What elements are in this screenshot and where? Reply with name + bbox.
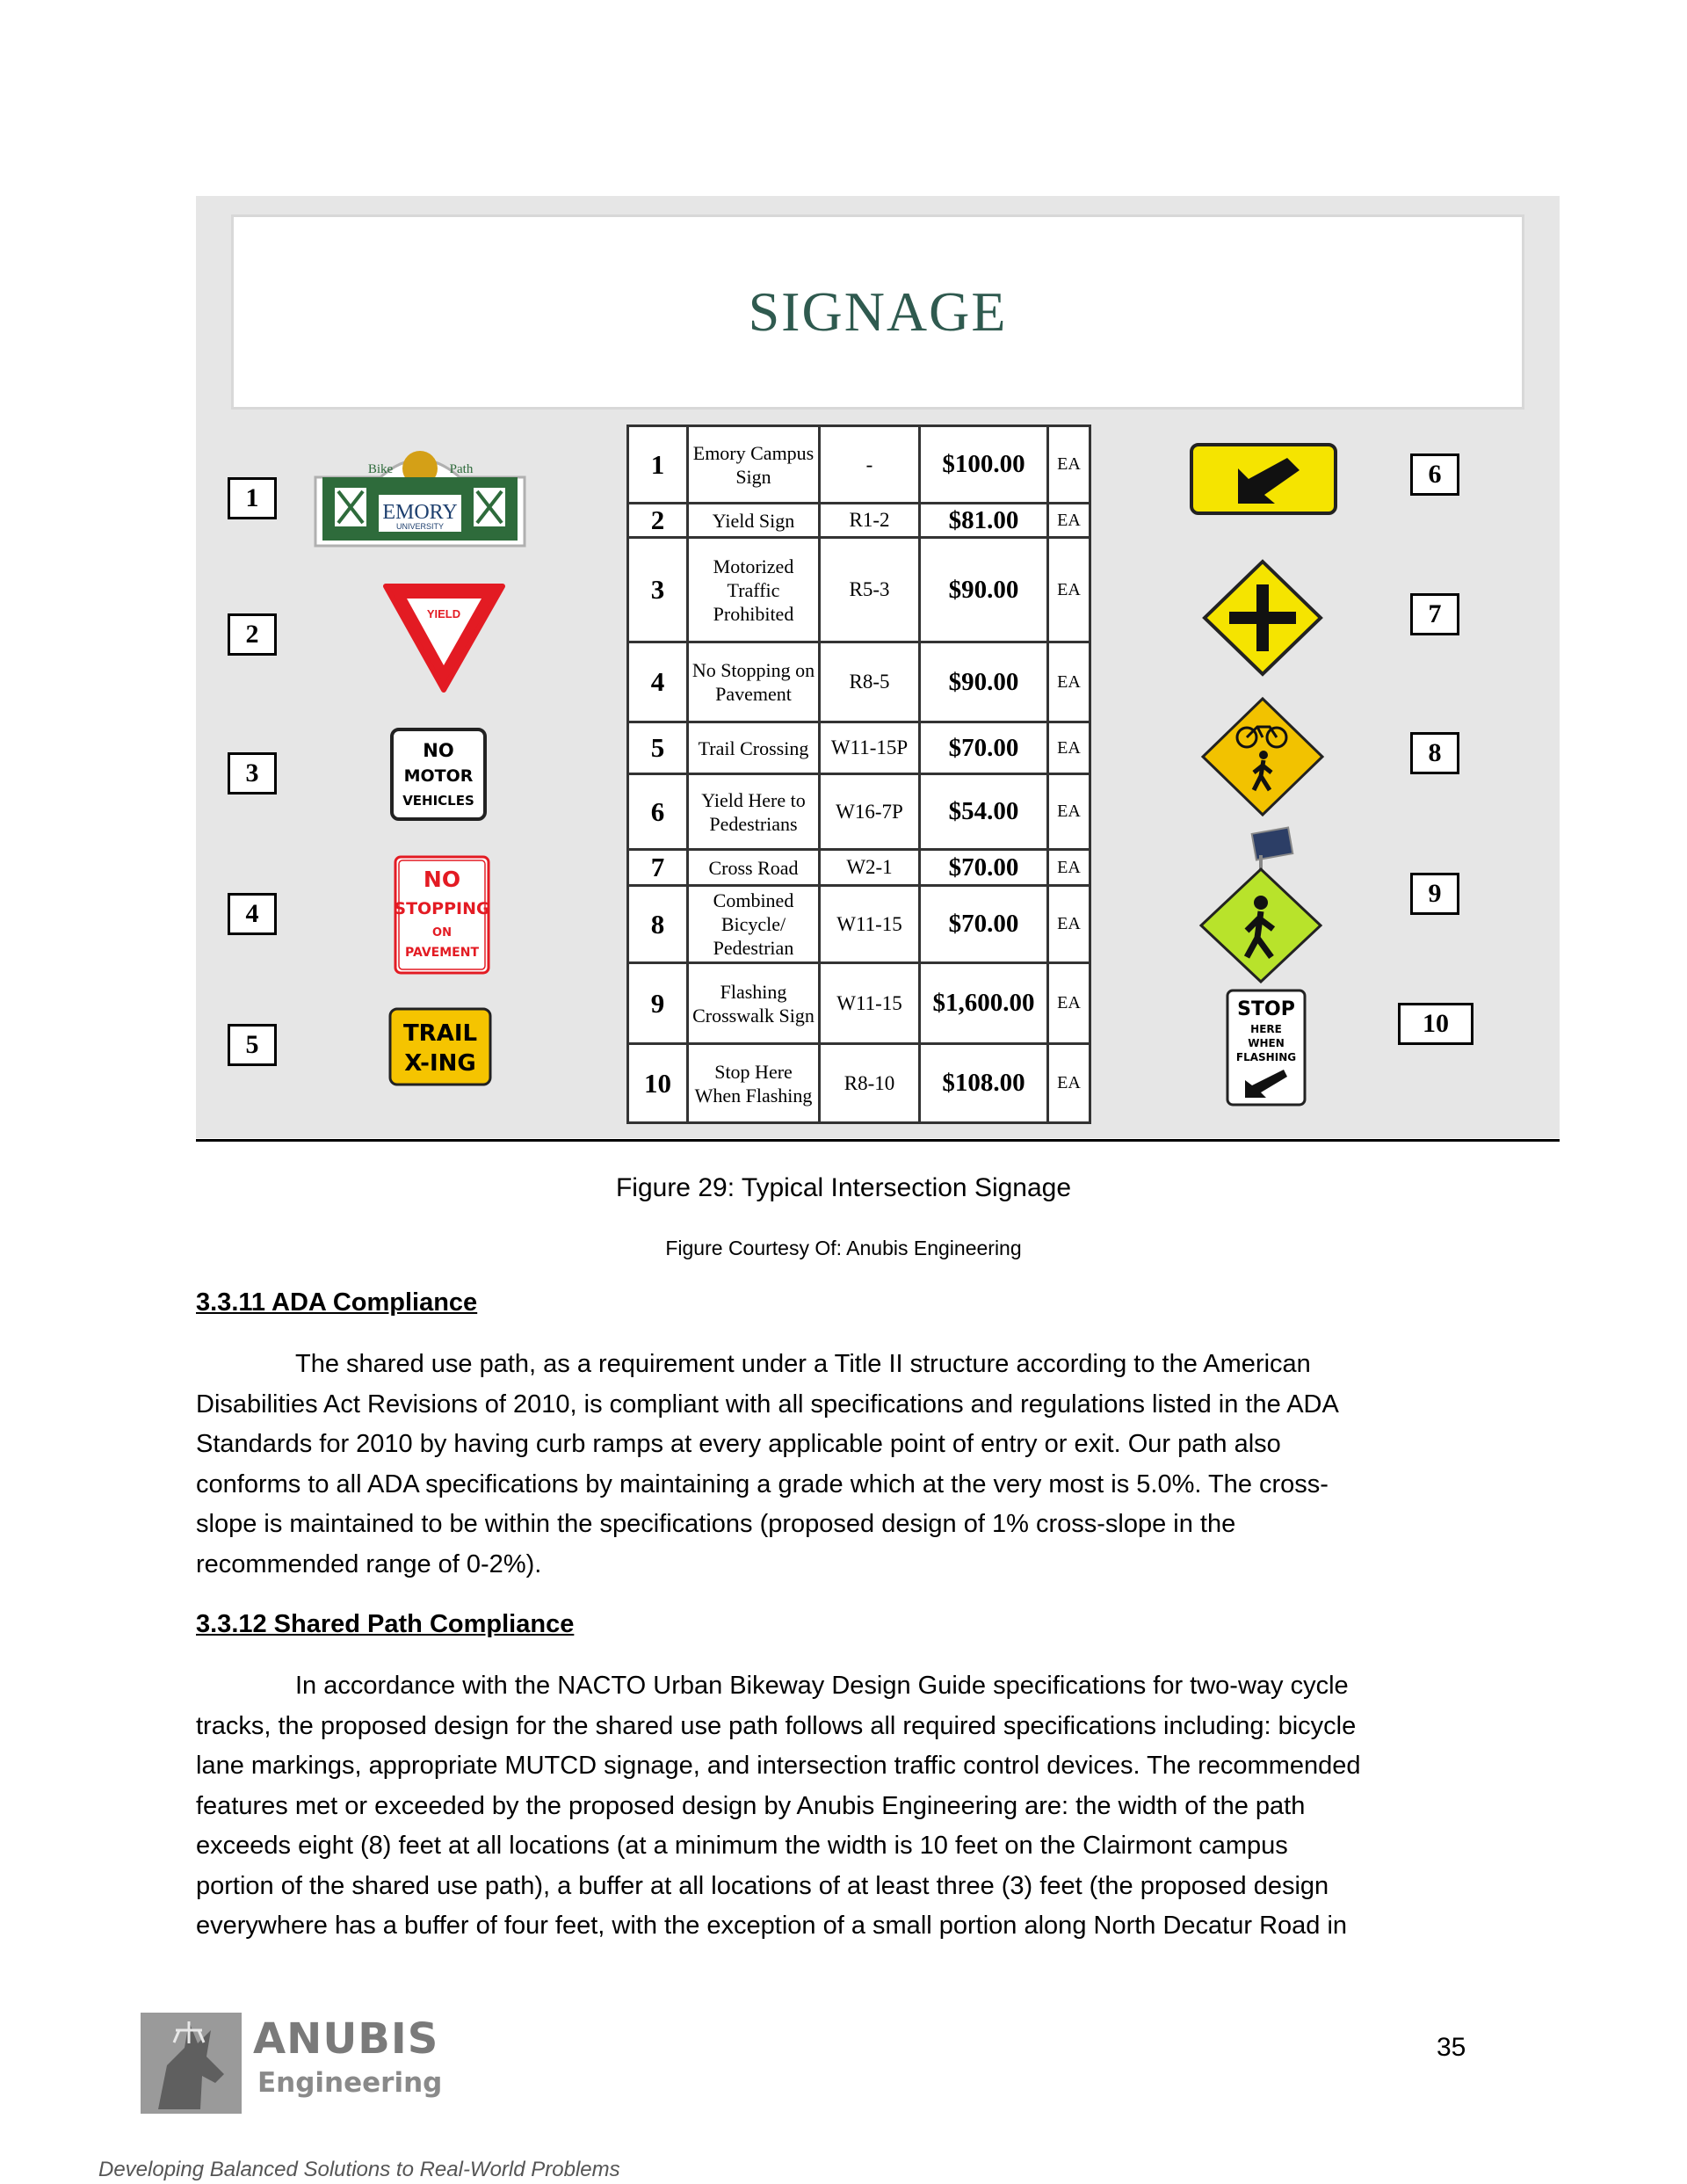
figure-courtesy: Figure Courtesy Of: Anubis Engineering xyxy=(665,1237,1022,1259)
section-heading-ada: 3.3.11 ADA Compliance xyxy=(196,1288,478,1317)
row-unit: EA xyxy=(1048,774,1090,850)
figure-title: SIGNAGE xyxy=(748,280,1008,343)
row-price: $70.00 xyxy=(920,722,1048,774)
logo-name: ANUBIS xyxy=(253,2014,439,2064)
no-motor-vehicles-sign xyxy=(389,727,488,822)
sign-number-8: 8 xyxy=(1410,732,1459,774)
no-stopping-sign xyxy=(394,855,490,975)
table-row xyxy=(628,1044,1090,1123)
row-number: 1 xyxy=(628,426,688,504)
sign-number-4: 4 xyxy=(228,893,277,935)
table-row xyxy=(628,886,1090,963)
table-row xyxy=(628,504,1090,538)
row-code: - xyxy=(820,426,920,504)
emory-bike-text: Bike xyxy=(367,462,394,476)
stop-here-line-4: FLASHING xyxy=(1235,1051,1297,1063)
row-number: 7 xyxy=(628,850,688,886)
row-code: W2-1 xyxy=(820,850,920,886)
page-number: 35 xyxy=(1437,2033,1466,2062)
row-code: R5-3 xyxy=(820,538,920,642)
row-price: $81.00 xyxy=(920,504,1048,538)
footer-tagline: Developing Balanced Solutions to Real-World Problems xyxy=(98,2158,620,2181)
row-code: R8-5 xyxy=(820,642,920,722)
table-row xyxy=(628,722,1090,774)
trail-xing-sign xyxy=(387,1006,493,1087)
row-code: R8-10 xyxy=(820,1044,920,1123)
emory-name-text: EMORY xyxy=(382,501,458,524)
paragraph-line: In accordance with the NACTO Urban Bikeway Design Guide specifications for two-way cycle xyxy=(295,1672,1349,1700)
no-stopping-line-1: NO xyxy=(423,867,461,892)
sign-number-6: 6 xyxy=(1410,453,1459,496)
paragraph-line: recommended range of 0-2%). xyxy=(196,1549,542,1578)
no-motor-line-2: MOTOR xyxy=(403,766,474,786)
row-unit: EA xyxy=(1048,504,1090,538)
signage-figure xyxy=(196,196,1560,1138)
trail-xing-line-1: TRAIL xyxy=(402,1020,478,1047)
paragraph-line: conforms to all ADA specifications by maintaining a grade which at the very most is 5.0%. The cross- xyxy=(196,1469,1329,1498)
figure-caption: Figure 29: Typical Intersection Signage xyxy=(615,1173,1072,1202)
bicycle-pedestrian-sign xyxy=(1199,695,1326,818)
row-unit: EA xyxy=(1048,886,1090,963)
row-unit: EA xyxy=(1048,1044,1090,1123)
sign-number-9: 9 xyxy=(1410,873,1459,915)
row-number: 8 xyxy=(628,886,688,963)
diagonal-arrow-sign xyxy=(1189,442,1338,516)
row-unit: EA xyxy=(1048,722,1090,774)
paragraph-line: Disabilities Act Revisions of 2010, is compliant with all specifications and regulations listed in the ADA xyxy=(196,1389,1339,1419)
no-stopping-line-2: STOPPING xyxy=(394,899,490,918)
emory-university-text: UNIVERSITY xyxy=(395,522,445,531)
row-unit: EA xyxy=(1048,850,1090,886)
row-price: $1,600.00 xyxy=(920,963,1048,1044)
cross-road-sign xyxy=(1201,558,1324,678)
row-price: $108.00 xyxy=(920,1044,1048,1123)
paragraph-line: exceeds eight (8) feet at all locations (at a minimum the width is 10 feet on the Clairmont campus xyxy=(196,1832,1288,1860)
paragraph-line: features met or exceeded by the proposed design by Anubis Engineering are: the width of the path xyxy=(196,1791,1306,1820)
anubis-jackal-icon xyxy=(141,2013,242,2114)
flashing-crosswalk-sign xyxy=(1198,825,1329,983)
row-code: W11-15P xyxy=(820,722,920,774)
paragraph-line: portion of the shared use path), a buffer at all locations of at least three (3) feet (the proposed design xyxy=(196,1871,1329,1900)
yield-text: YIELD xyxy=(426,607,461,620)
row-description: Emory Campus Sign xyxy=(688,426,820,504)
paragraph-line: everywhere has a buffer of four feet, with the exception of a small portion along North Decatur Road in xyxy=(196,1912,1348,1940)
row-description: Flashing Crosswalk Sign xyxy=(688,963,820,1044)
row-code: W16-7P xyxy=(820,774,920,850)
sign-number-5: 5 xyxy=(228,1024,277,1066)
row-number: 4 xyxy=(628,642,688,722)
signage-table xyxy=(626,424,1091,1124)
stop-here-line-2: HERE xyxy=(1250,1023,1282,1035)
no-stopping-line-3: ON xyxy=(432,926,452,940)
table-row xyxy=(628,963,1090,1044)
sign-number-7: 7 xyxy=(1410,593,1459,635)
row-number: 5 xyxy=(628,722,688,774)
table-row xyxy=(628,538,1090,642)
row-description: Yield Sign xyxy=(688,504,820,538)
paragraph-shared-path xyxy=(196,1666,1514,1947)
emory-path-text: Path xyxy=(449,462,474,476)
stop-here-line-1: STOP xyxy=(1237,998,1295,1020)
row-number: 6 xyxy=(628,774,688,850)
figure-title-box xyxy=(234,217,1522,407)
stop-here-when-flashing-sign xyxy=(1226,989,1307,1107)
table-row xyxy=(628,850,1090,886)
section-heading-shared-path: 3.3.12 Shared Path Compliance xyxy=(196,1610,575,1638)
yield-sign xyxy=(380,581,508,695)
row-code: W11-15 xyxy=(820,963,920,1044)
row-unit: EA xyxy=(1048,538,1090,642)
row-number: 10 xyxy=(628,1044,688,1123)
logo-subtitle: Engineering xyxy=(257,2067,443,2099)
table-row xyxy=(628,642,1090,722)
row-price: $54.00 xyxy=(920,774,1048,850)
row-description: Motorized Traffic Prohibited xyxy=(688,538,820,642)
no-motor-line-3: VEHICLES xyxy=(402,793,474,809)
row-code: W11-15 xyxy=(820,886,920,963)
paragraph-line: slope is maintained to be within the specifications (proposed design of 1% cross-slope in the xyxy=(196,1510,1236,1538)
paragraph-line: lane markings, appropriate MUTCD signage, and intersection traffic control devices. The recommended xyxy=(196,1752,1361,1780)
paragraph-line: The shared use path, as a requirement under a Title II structure according to the American xyxy=(295,1350,1311,1378)
table-row xyxy=(628,426,1090,504)
paragraph-line: tracks, the proposed design for the shared use path follows all required specifications including: bicycle xyxy=(196,1711,1357,1740)
row-price: $70.00 xyxy=(920,886,1048,963)
no-stopping-line-4: PAVEMENT xyxy=(404,946,480,960)
paragraph-line: Standards for 2010 by having curb ramps at every applicable point of entry or exit. Our path also xyxy=(196,1430,1281,1458)
row-description: No Stopping on Pavement xyxy=(688,642,820,722)
sign-number-3: 3 xyxy=(228,752,277,795)
row-number: 3 xyxy=(628,538,688,642)
figure-bottom-rule xyxy=(196,1139,1560,1142)
paragraph-ada xyxy=(196,1345,1514,1585)
row-description: Trail Crossing xyxy=(688,722,820,774)
trail-xing-line-2: X-ING xyxy=(404,1050,476,1077)
row-description: Yield Here to Pedestrians xyxy=(688,774,820,850)
row-unit: EA xyxy=(1048,642,1090,722)
row-description: Combined Bicycle/ Pedestrian xyxy=(688,886,820,963)
row-price: $100.00 xyxy=(920,426,1048,504)
row-description: Stop Here When Flashing xyxy=(688,1044,820,1123)
row-number: 9 xyxy=(628,963,688,1044)
sign-number-1: 1 xyxy=(228,477,277,519)
no-motor-line-1: NO xyxy=(423,740,454,761)
sign-number-10: 10 xyxy=(1398,1003,1473,1045)
row-code: R1-2 xyxy=(820,504,920,538)
row-price: $70.00 xyxy=(920,850,1048,886)
row-unit: EA xyxy=(1048,963,1090,1044)
emory-campus-sign xyxy=(310,442,530,552)
row-unit: EA xyxy=(1048,426,1090,504)
row-number: 2 xyxy=(628,504,688,538)
row-description: Cross Road xyxy=(688,850,820,886)
row-price: $90.00 xyxy=(920,538,1048,642)
stop-here-line-3: WHEN xyxy=(1248,1037,1285,1049)
sign-number-2: 2 xyxy=(228,613,277,656)
row-price: $90.00 xyxy=(920,642,1048,722)
table-row xyxy=(628,774,1090,850)
